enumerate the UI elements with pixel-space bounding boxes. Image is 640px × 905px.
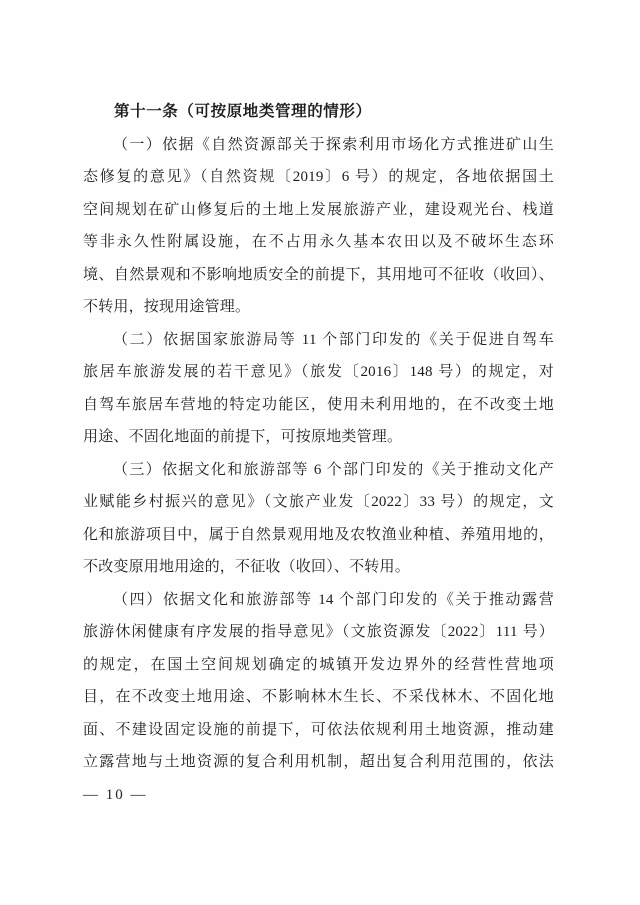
article-heading: 第十一条（可按原地类管理的情形） — [114, 103, 372, 120]
text-line: 态修复的意见》（自然资规〔2019〕6 号）的规定，各地依据国土 — [83, 169, 554, 185]
text-line: 旅游休闲健康有序发展的指导意见》（文旅资源发〔2022〕111 号） — [83, 624, 554, 640]
text-line: 境、自然景观和不影响地质安全的前提下，其用地可不征收（收回）、 — [83, 266, 554, 283]
page-number: — 10 — — [83, 786, 148, 803]
text-line: 空间规划在矿山修复后的土地上发展旅游产业，建设观光台、栈道 — [83, 201, 554, 218]
text-line: 化和旅游项目中，属于自然景观用地及农牧渔业种植、养殖用地的， — [83, 526, 554, 543]
text-line: 面、不建设固定设施的前提下，可依法依规利用土地资源，推动建 — [83, 721, 554, 738]
text-line: 不改变原用地用途的，不征收（收回）、不转用。 — [83, 559, 410, 575]
text-line: 旅居车旅游发展的若干意见》（旅发〔2016〕148 号）的规定，对 — [83, 364, 554, 380]
text-line: 的规定，在国土空间规划确定的城镇开发边界外的经营性营地项 — [83, 656, 554, 673]
text-line: （一）依据《自然资源部关于探索利用市场化方式推进矿山生 — [113, 136, 554, 153]
text-line: 自驾车旅居车营地的特定功能区，使用未利用地的，在不改变土地 — [83, 396, 554, 413]
text-line: （三）依据文化和旅游部等 6 个部门印发的《关于推动文化产 — [113, 461, 554, 478]
text-line: 业赋能乡村振兴的意见》（文旅产业发〔2022〕33 号）的规定，文 — [83, 494, 554, 510]
text-line: 目，在不改变土地用途、不影响林木生长、不采伐林木、不固化地 — [83, 689, 554, 705]
text-line: 不转用，按现用途管理。 — [83, 299, 251, 315]
text-line: 等非永久性附属设施，在不占用永久基本农田以及不破坏生态环 — [83, 234, 554, 250]
text-line: （二）依据国家旅游局等 11 个部门印发的《关于促进自驾车 — [113, 331, 554, 348]
text-line: 立露营地与土地资源的复合利用机制，超出复合利用范围的，依法 — [83, 754, 554, 770]
text-line: （四）依据文化和旅游部等 14 个部门印发的《关于推动露营 — [113, 591, 554, 608]
text-line: 用途、不固化地面的前提下，可按原地类管理。 — [83, 429, 403, 445]
